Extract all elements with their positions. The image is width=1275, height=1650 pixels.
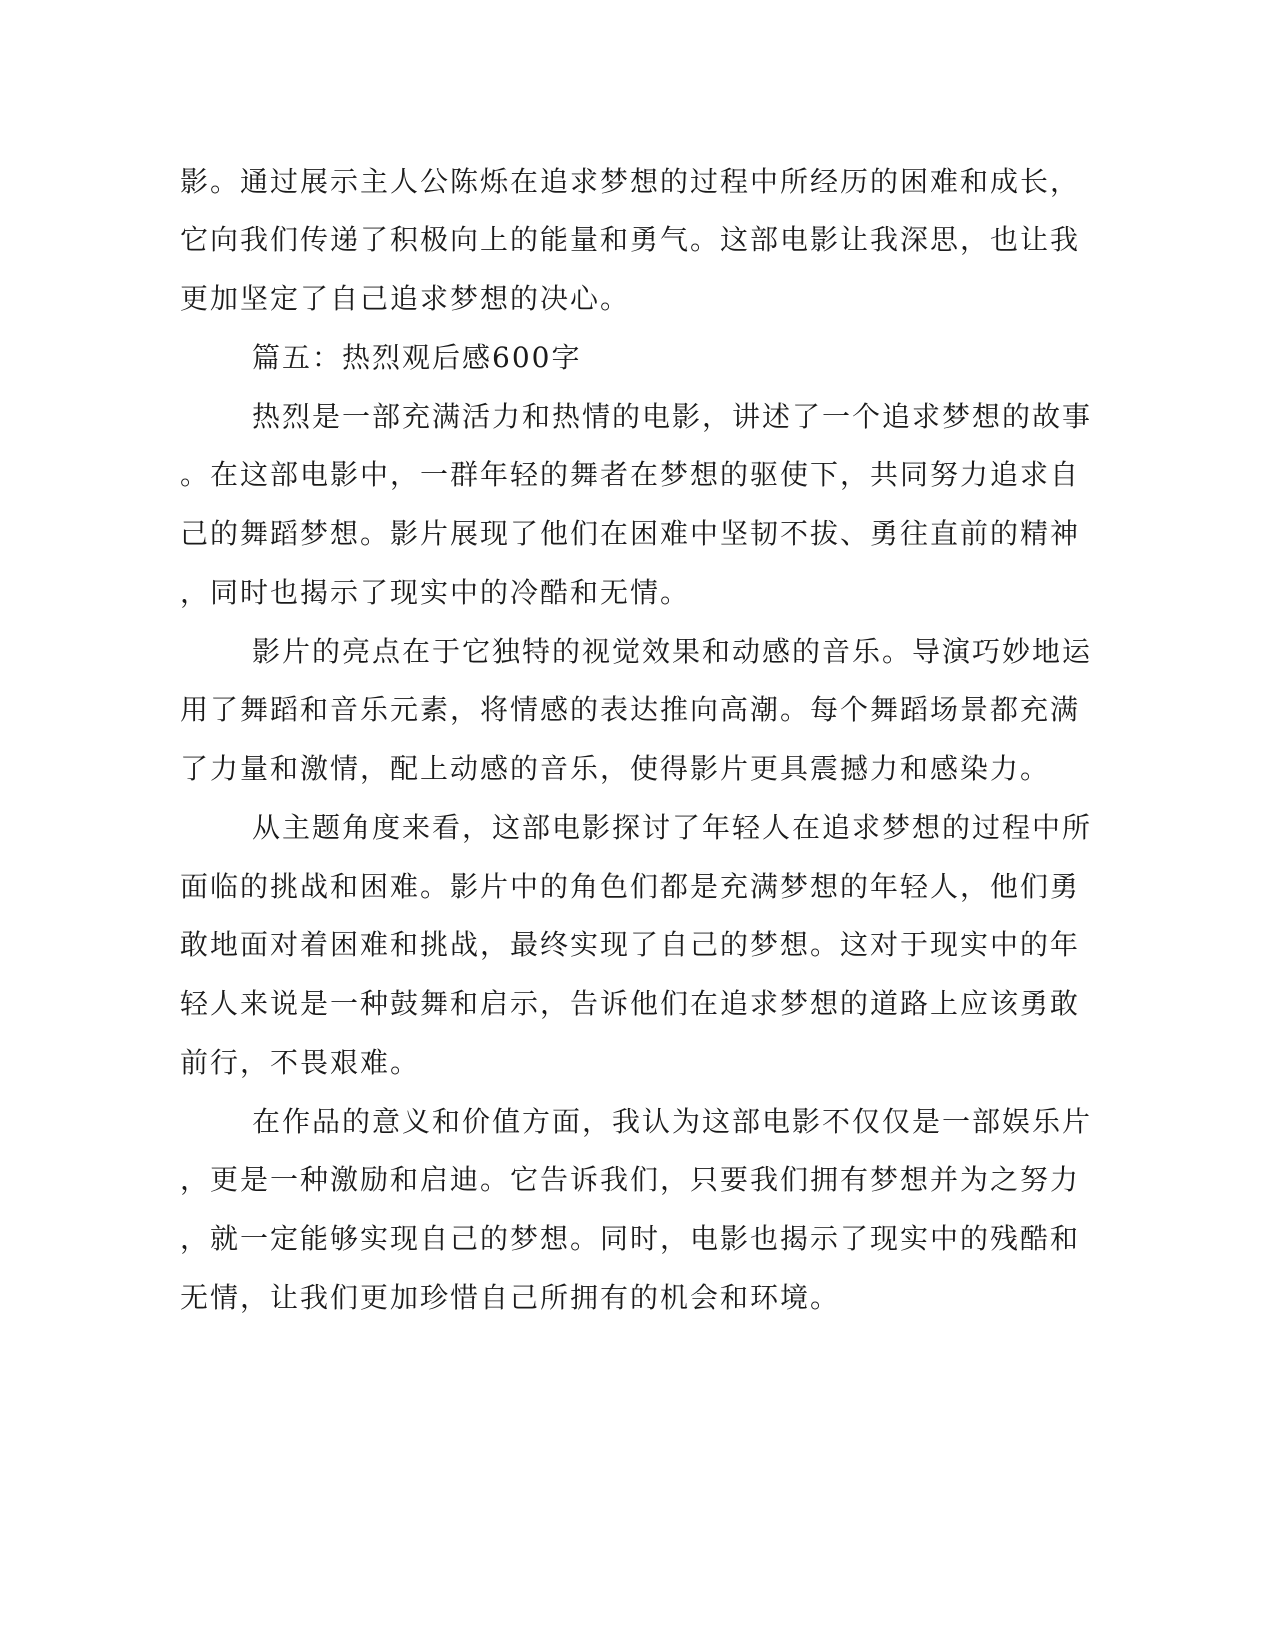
text-line: 它向我们传递了积极向上的能量和勇气。这部电影让我深思，也让我	[180, 223, 1081, 256]
text-line: 用了舞蹈和音乐元素，将情感的表达推向高潮。每个舞蹈场景都充满	[180, 693, 1081, 726]
text-line: 前行，不畏艰难。	[180, 1046, 421, 1079]
text-line: 在作品的意义和价值方面，我认为这部电影不仅仅是一部娱乐片	[252, 1105, 1093, 1138]
text-line: 从主题角度来看，这部电影探讨了年轻人在追求梦想的过程中所	[252, 811, 1093, 844]
text-line: ，更是一种激励和启迪。它告诉我们，只要我们拥有梦想并为之努力	[180, 1163, 1081, 1196]
text-line: 己的舞蹈梦想。影片展现了他们在困难中坚韧不拔、勇往直前的精神	[180, 517, 1081, 550]
section-heading: 篇五：热烈观后感600字	[252, 341, 582, 374]
text-line: 影。通过展示主人公陈烁在追求梦想的过程中所经历的困难和成长，	[180, 165, 1081, 198]
text-line: 热烈是一部充满活力和热情的电影，讲述了一个追求梦想的故事	[252, 400, 1093, 433]
text-line: 影片的亮点在于它独特的视觉效果和动感的音乐。导演巧妙地运	[252, 635, 1093, 668]
text-line: 。在这部电影中，一群年轻的舞者在梦想的驱使下，共同努力追求自	[180, 458, 1081, 491]
text-line: 更加坚定了自己追求梦想的决心。	[180, 282, 631, 315]
text-line: 轻人来说是一种鼓舞和启示，告诉他们在追求梦想的道路上应该勇敢	[180, 987, 1081, 1020]
text-line: 敢地面对着困难和挑战，最终实现了自己的梦想。这对于现实中的年	[180, 928, 1081, 961]
text-line: ，就一定能够实现自己的梦想。同时，电影也揭示了现实中的残酷和	[180, 1222, 1081, 1255]
text-line: 面临的挑战和困难。影片中的角色们都是充满梦想的年轻人，他们勇	[180, 870, 1081, 903]
text-line: 无情，让我们更加珍惜自己所拥有的机会和环境。	[180, 1281, 841, 1314]
text-line: ，同时也揭示了现实中的冷酷和无情。	[180, 576, 691, 609]
text-line: 了力量和激情，配上动感的音乐，使得影片更具震撼力和感染力。	[180, 752, 1051, 785]
